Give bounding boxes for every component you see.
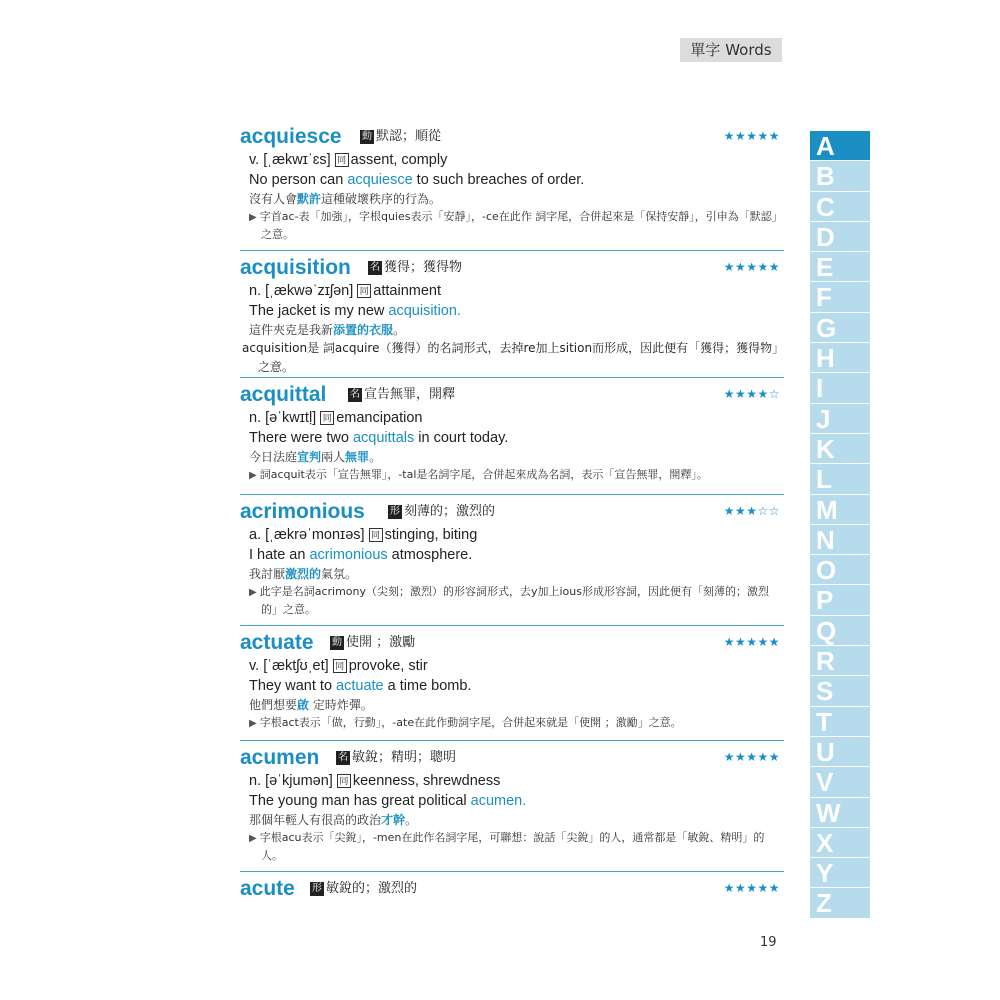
alphabet-tab-j[interactable]: J	[810, 404, 870, 434]
translation-text: 這件夾克是我新	[249, 323, 334, 337]
etymology-note	[240, 829, 784, 864]
note-text: 字根act表示「做，行動」，-ate在此作動詞字尾，合併起來就是「使開 ；激勵」之意。	[259, 716, 682, 729]
translation-text: 。	[393, 323, 406, 337]
example-text: There were two	[249, 430, 353, 446]
pronunciation-line	[240, 656, 784, 676]
headword: acquisition	[240, 256, 351, 279]
example-text: atmosphere.	[387, 547, 473, 563]
example-highlight: acumen.	[470, 793, 527, 809]
alphabet-tab-f[interactable]: F	[810, 282, 870, 312]
translation-text: 定時炸彈。	[309, 698, 373, 712]
entry-head	[240, 251, 784, 281]
etymology-note	[240, 208, 784, 243]
etymology-note	[240, 583, 784, 618]
meaning-text: 獲得；獲得物	[384, 260, 463, 275]
translation-highlight: 添置的衣服	[333, 323, 394, 337]
example-highlight: acquittals	[352, 430, 415, 446]
headword: acquiesce	[240, 125, 342, 148]
translation	[240, 696, 784, 714]
synonyms: emancipation	[336, 410, 423, 426]
entry-head	[240, 872, 784, 902]
pos-badge: 形	[312, 883, 322, 894]
translation-highlight: 無罪	[345, 450, 370, 464]
meaning-text: 默認；順從	[376, 129, 442, 144]
synonym-badge: 同	[337, 774, 351, 788]
synonyms: assent, comply	[350, 152, 448, 168]
rating-stars: ★★★★☆	[723, 387, 780, 401]
pos-badge: 動	[362, 131, 372, 142]
entry-acute	[240, 871, 784, 908]
headword: actuate	[240, 631, 314, 654]
example-highlight: acrimonious	[309, 547, 388, 563]
pos-badge: 動	[332, 637, 342, 648]
meaning	[330, 633, 415, 653]
headword: acute	[240, 877, 295, 900]
rating-stars: ★★★★★	[723, 750, 780, 764]
alphabet-tab-l[interactable]: L	[810, 464, 870, 494]
translation-text: 那個年輕人有很高的政治	[249, 813, 382, 827]
example-sentence	[240, 676, 784, 696]
example-sentence	[240, 170, 784, 190]
arrow-icon: ▶	[249, 212, 257, 223]
example-sentence	[240, 545, 784, 565]
phonetic: [əˈkwɪtḷ]	[265, 410, 317, 426]
headword: acquittal	[240, 383, 327, 406]
synonym-badge: 同	[357, 284, 371, 298]
rating-stars: ★★★★★	[723, 129, 780, 143]
arrow-icon: ▶	[249, 470, 257, 481]
alphabet-tab-c[interactable]: C	[810, 192, 870, 222]
part-of-speech: n.	[249, 410, 262, 426]
translation-highlight: 才幹	[381, 813, 406, 827]
note-text: 字根acu表示「尖銳」，-men在此作名詞字尾，可聯想：說話「尖銳」的人，通常都是「敏銳、精明」的人。	[259, 831, 765, 862]
meaning	[368, 258, 462, 278]
part-of-speech: n.	[249, 283, 262, 299]
entry-head	[240, 626, 784, 656]
alphabet-tab-y[interactable]: Y	[810, 858, 870, 888]
alphabet-tab-u[interactable]: U	[810, 737, 870, 767]
pos-badge: 名	[370, 262, 380, 273]
translation	[240, 448, 784, 466]
meaning-text: 敏銳的；激烈的	[326, 881, 418, 896]
part-of-speech: v.	[249, 658, 260, 674]
alphabet-tab-m[interactable]: M	[810, 495, 870, 525]
rating-stars: ★★★★★	[723, 260, 780, 274]
synonym-badge: 同	[335, 153, 349, 167]
translation-text: 沒有人會	[249, 192, 298, 206]
alphabet-tab-n[interactable]: N	[810, 525, 870, 555]
entry-head	[240, 741, 784, 771]
rating-stars: ★★★☆☆	[723, 504, 780, 518]
example-text: No person can	[249, 172, 348, 188]
meaning	[360, 127, 441, 147]
section-tab: 單字 Words	[680, 38, 782, 62]
note-text: 詞acquit表示「宣告無罪」，-tal是名詞字尾，合併起來成為名詞，表示「宣告無罪，開釋」。	[259, 468, 708, 481]
example-highlight: acquiesce	[347, 172, 413, 188]
word-list	[240, 120, 784, 908]
pronunciation-line	[240, 771, 784, 791]
alphabet-tab-g[interactable]: G	[810, 313, 870, 343]
alphabet-tab-z[interactable]: Z	[810, 888, 870, 918]
alphabet-tab-s[interactable]: S	[810, 676, 870, 706]
pronunciation-line	[240, 281, 784, 301]
meaning	[348, 385, 455, 405]
phonetic: [ˌækwɪˈɛs]	[263, 152, 331, 168]
pos-badge: 名	[350, 389, 360, 400]
pos-badge: 形	[390, 506, 400, 517]
part-of-speech: n.	[249, 773, 262, 789]
entry-head	[240, 495, 784, 525]
meaning	[388, 502, 495, 522]
alphabet-tab-v[interactable]: V	[810, 767, 870, 797]
entry-head	[240, 378, 784, 408]
example-text: The jacket is my new	[249, 303, 389, 319]
rating-stars: ★★★★★	[723, 881, 780, 895]
example-text: They want to	[249, 678, 337, 694]
synonyms: provoke, stir	[348, 658, 428, 674]
headword: acumen	[240, 746, 320, 769]
example-highlight: actuate	[336, 678, 384, 694]
translation-highlight: 啟	[297, 698, 310, 712]
arrow-icon: ▶	[249, 718, 257, 729]
entry-head	[240, 120, 784, 150]
entry-acquittal	[240, 377, 784, 486]
alphabet-tab-k[interactable]: K	[810, 434, 870, 464]
translation-text: 。	[405, 813, 418, 827]
alphabet-tab-x[interactable]: X	[810, 828, 870, 858]
translation-text: 。	[369, 450, 382, 464]
translation-text: 今日法庭	[249, 450, 298, 464]
etymology-note	[240, 714, 784, 732]
meaning	[336, 748, 456, 768]
translation	[240, 565, 784, 583]
alphabet-tab-d[interactable]: D	[810, 222, 870, 252]
rating-stars: ★★★★★	[723, 635, 780, 649]
alphabet-index	[810, 131, 870, 919]
phonetic: [əˈkjumən]	[265, 773, 333, 789]
example-text: in court today.	[414, 430, 509, 446]
translation-text: 他們想要	[249, 698, 298, 712]
alphabet-tab-o[interactable]: O	[810, 555, 870, 585]
arrow-icon: ▶	[249, 587, 257, 598]
alphabet-tab-h[interactable]: H	[810, 343, 870, 373]
example-sentence	[240, 428, 784, 448]
synonym-badge: 同	[333, 659, 347, 673]
synonym-badge: 同	[320, 411, 334, 425]
example-highlight: acquisition.	[388, 303, 461, 319]
example-text: a time bomb.	[383, 678, 472, 694]
translation	[240, 321, 784, 339]
translation-highlight: 默許	[297, 192, 322, 206]
pronunciation-line	[240, 408, 784, 428]
entry-acquiesce	[240, 120, 784, 242]
page-number: 19	[760, 935, 777, 950]
meaning	[310, 879, 417, 899]
phonetic: [ˌækrəˈmonɪəs]	[265, 527, 365, 543]
translation	[240, 811, 784, 829]
note-text: 此字是名詞acrimony（尖刻；激烈）的形容詞形式，去y加上ious形成形容詞，因此便有「刻薄的；激烈的」之意。	[259, 585, 769, 616]
alphabet-tab-b[interactable]: B	[810, 161, 870, 191]
alphabet-tab-r[interactable]: R	[810, 646, 870, 676]
note-text: 字首ac-表「加強」，字根quies表示「安靜」，-ce在此作 詞字尾，合併起來是「保持安靜」，引申為「默認」之意。	[259, 210, 783, 241]
arrow-icon: ▶	[249, 833, 257, 844]
alphabet-tab-q[interactable]: Q	[810, 616, 870, 646]
synonyms: stinging, biting	[384, 527, 478, 543]
alphabet-tab-t[interactable]: T	[810, 707, 870, 737]
translation-text: 氣氛。	[321, 567, 358, 581]
entry-acumen	[240, 740, 784, 863]
etymology-note: acquisition是 詞acquire（獲得）的名詞形式，去掉re加上sition而形成，因此便有「獲得；獲得物」之意。	[242, 341, 779, 374]
meaning-text: 刻薄的；激烈的	[404, 504, 496, 519]
headword: acrimonious	[240, 500, 365, 523]
entry-acrimonious	[240, 494, 784, 617]
part-of-speech: v.	[249, 152, 260, 168]
translation-highlight: 宣判	[297, 450, 322, 464]
translation-text: 兩人	[321, 450, 346, 464]
translation-text: 這種破壞秩序的行為。	[321, 192, 442, 206]
meaning-text: 宣告無罪，開釋	[364, 387, 456, 402]
synonyms: keenness, shrewdness	[352, 773, 501, 789]
translation-text: 我討厭	[249, 567, 286, 581]
example-text: to such breaches of order.	[412, 172, 585, 188]
synonyms: attainment	[373, 283, 441, 299]
alphabet-tab-i[interactable]: I	[810, 373, 870, 403]
phonetic: [ˈæktʃʊˌet]	[263, 658, 329, 674]
pronunciation-line	[240, 525, 784, 545]
meaning-text: 敏銳；精明；聰明	[352, 750, 457, 765]
entry-actuate	[240, 625, 784, 732]
alphabet-tab-e[interactable]: E	[810, 252, 870, 282]
phonetic: [ˌækwəˈzɪʃən]	[265, 283, 354, 299]
example-text: I hate an	[249, 547, 310, 563]
example-text: The young man has great political	[249, 793, 471, 809]
part-of-speech: a.	[249, 527, 262, 543]
translation	[240, 190, 784, 208]
alphabet-tab-w[interactable]: W	[810, 798, 870, 828]
alphabet-tab-p[interactable]: P	[810, 585, 870, 615]
translation-highlight: 激烈的	[285, 567, 322, 581]
etymology-note	[240, 466, 784, 484]
pronunciation-line	[240, 150, 784, 170]
entry-acquisition	[240, 250, 784, 374]
pos-badge: 名	[338, 752, 348, 763]
alphabet-tab-a[interactable]: A	[810, 131, 870, 161]
meaning-text: 使開 ；激勵	[346, 635, 416, 650]
synonym-badge: 同	[369, 528, 383, 542]
example-sentence	[240, 791, 784, 811]
example-sentence	[240, 301, 784, 321]
